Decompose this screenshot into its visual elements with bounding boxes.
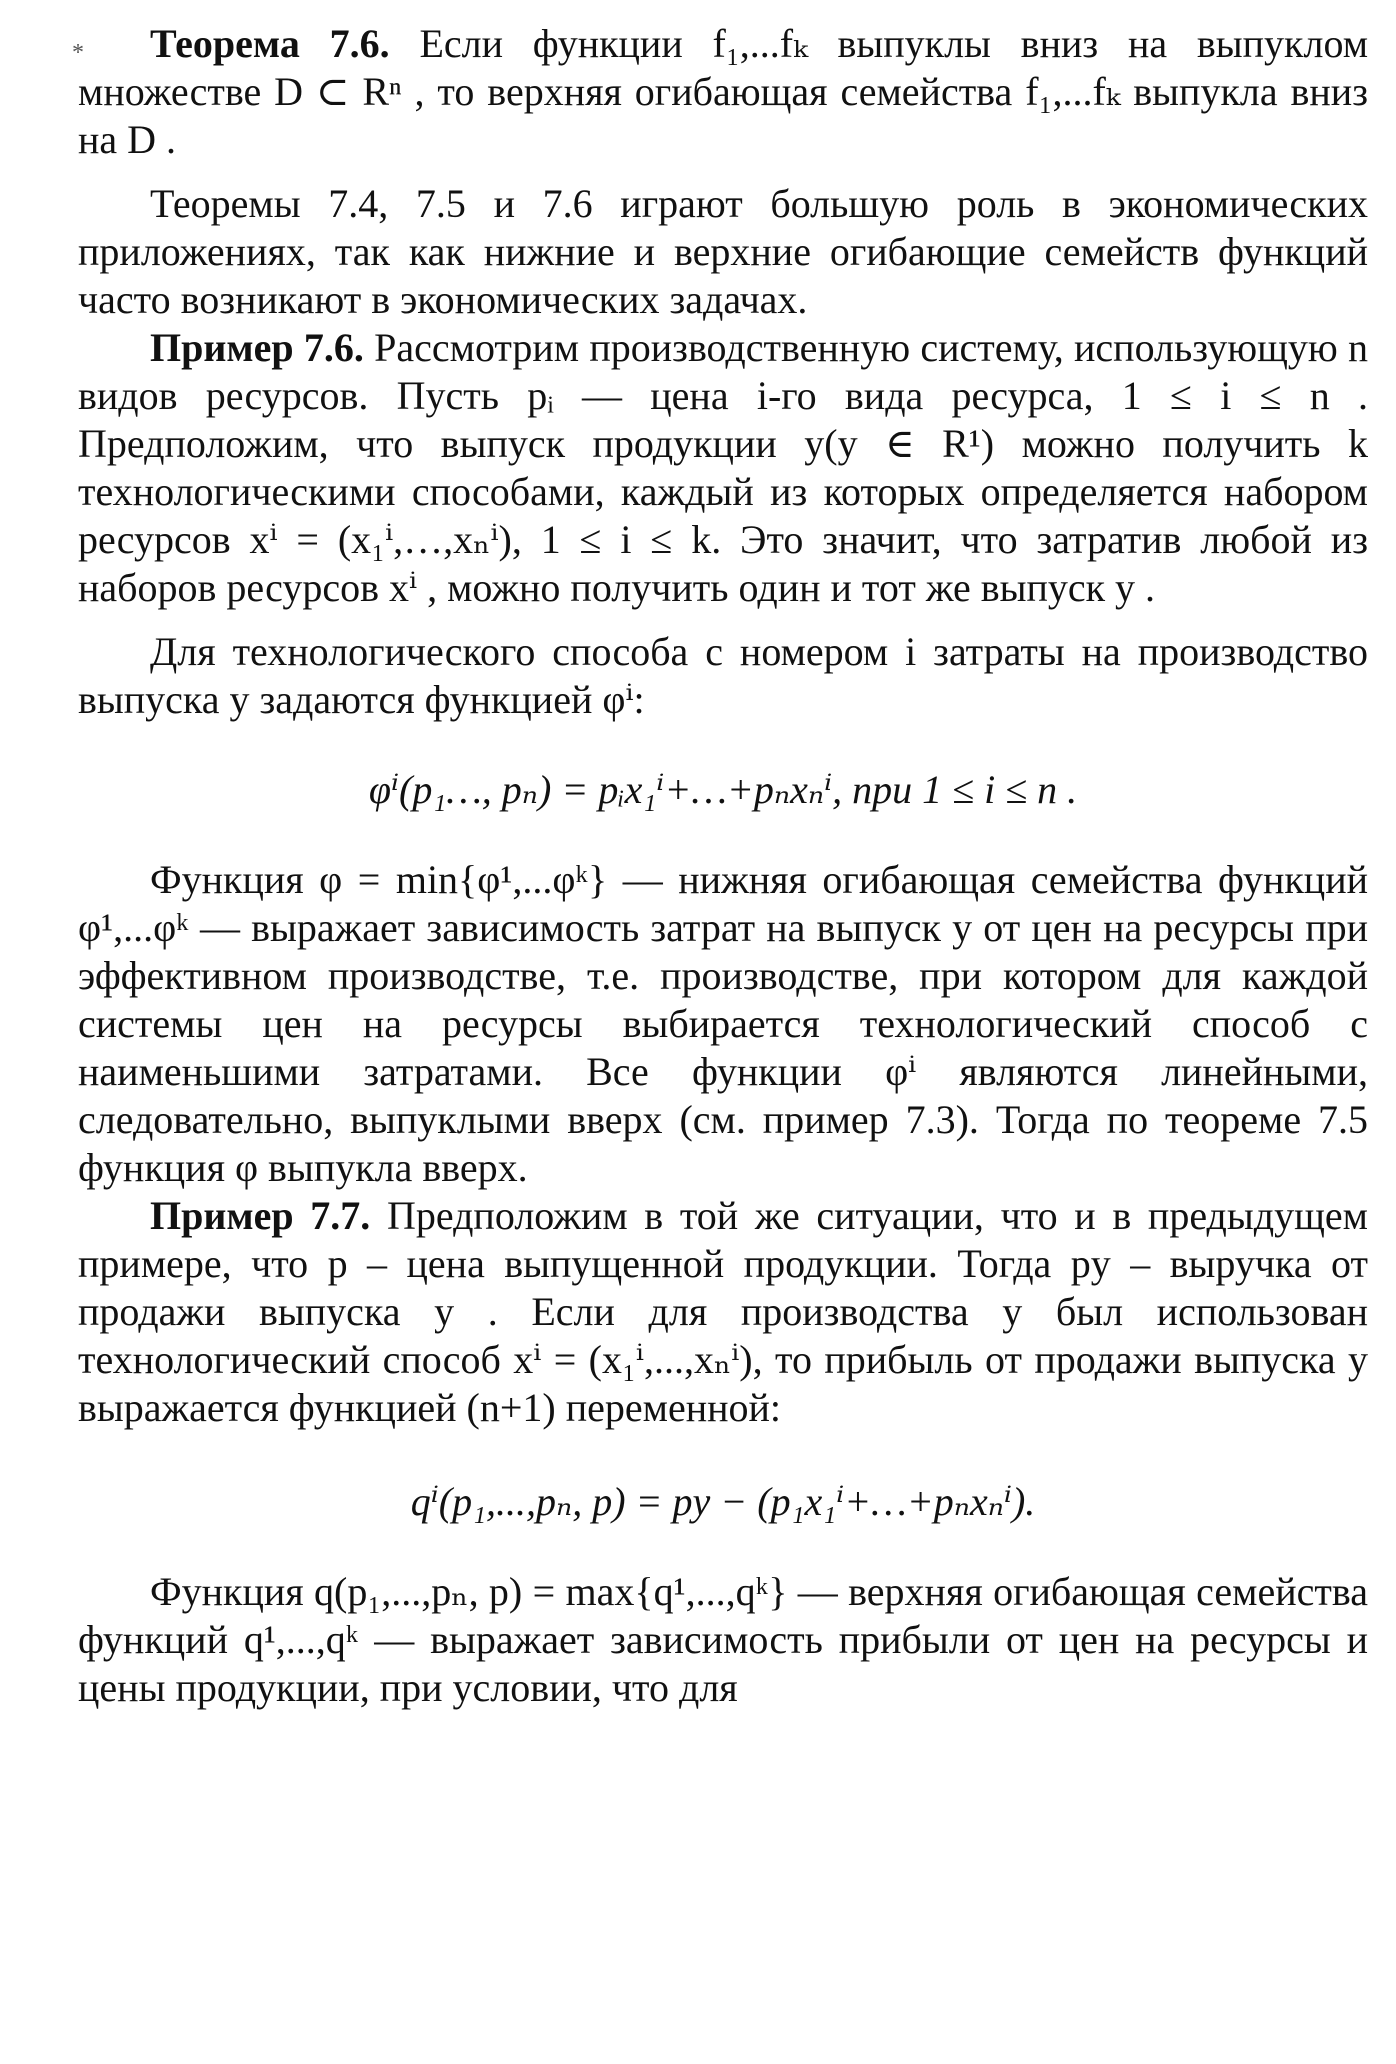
paragraph-lower-envelope: Функция φ = min{φ¹,...φᵏ} — нижняя огибающая семейства функций φ¹,...φᵏ — выражает зависимость затрат на выпуск y от цен на ресурсы при эффективном производстве, т.е. производстве, при котором для каждой системы цен на ресурсы выбирается технологический способ с наименьшими затратами. Все функции φⁱ являются линейными, следовательно, выпуклыми вверх (см. пример 7.3). Тогда по теореме 7.5 функция φ выпукла вверх. xyxy=(78,857,1368,1190)
formula-profit: qⁱ(p₁,...,pₙ, p) = py − (p₁x₁ⁱ+…+pₙxₙⁱ). xyxy=(410,1479,1036,1524)
example-label: Пример 7.7. xyxy=(150,1193,371,1238)
paragraph-role: Теоремы 7.4, 7.5 и 7.6 играют большую роль в экономических приложениях, так как нижние и верхние огибающие семейств функций часто возникают в экономических задачах. xyxy=(78,181,1368,322)
formula-cost: φⁱ(p₁…, pₙ) = pᵢx₁ⁱ+…+pₙxₙⁱ, при 1 ≤ i ≤ n . xyxy=(368,767,1078,812)
theorem-label: Теорема 7.6. xyxy=(150,21,390,66)
example-label: Пример 7.6. xyxy=(150,325,364,370)
example-text: Предположим в той же ситуации, что и в предыдущем примере, что p – цена выпущенной продукции. Тогда py – выручка от продажи выпуска y . Если для производства y был использован технологический способ xⁱ = (x₁ⁱ,...,xₙⁱ), то прибыль от продажи выпуска y выражается функцией (n+1) переменной: xyxy=(78,1193,1368,1430)
margin-mark: * xyxy=(72,40,84,66)
example-7-6 xyxy=(78,324,1368,612)
example-7-7 xyxy=(78,1192,1368,1432)
theorem-7-6 xyxy=(78,20,1368,164)
example-text: Рассмотрим производственную систему, использующую n видов ресурсов. Пусть pᵢ — цена i-го вида ресурса, 1 ≤ i ≤ n . Предположим, что выпуск продукции y(y ∈ R¹) можно получить k технологическими способами, каждый из которых определяется набором ресурсов xⁱ = (x₁ⁱ,…,xₙⁱ), 1 ≤ i ≤ k. Это значит, что затратив любой из наборов ресурсов xⁱ , можно получить один и тот же выпуск y . xyxy=(78,325,1369,610)
theorem-text: Если функции f₁,...fₖ выпуклы вниз на выпуклом множестве D ⊂ Rⁿ , то верхняя огибающая семейства f₁,...fₖ выпукла вниз на D . xyxy=(78,21,1368,162)
paragraph-upper-envelope: Функция q(p₁,...,pₙ, p) = max{q¹,...,qᵏ} — верхняя огибающая семейства функций q¹,...,qᵏ — выражает зависимость прибыли от цен на ресурсы и цены продукции, при условии, что для xyxy=(78,1569,1368,1710)
paragraph-cost: Для технологического способа с номером i затраты на производство выпуска y задаются функцией φⁱ: xyxy=(78,629,1368,722)
document-page xyxy=(78,20,1368,1712)
